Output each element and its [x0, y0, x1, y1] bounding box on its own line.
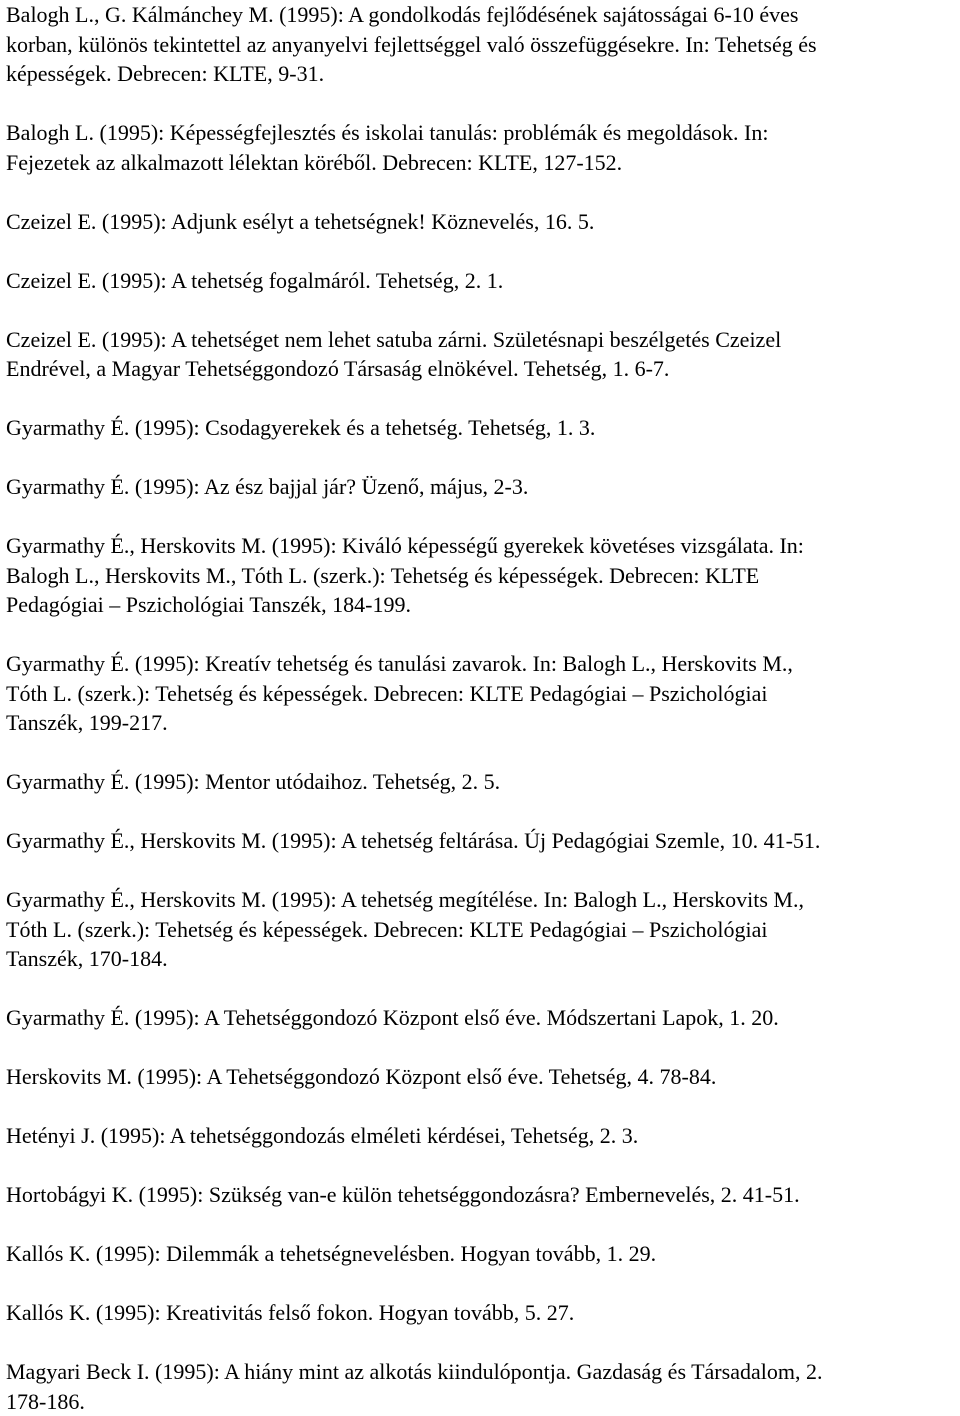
- reference-line: Tóth L. (szerk.): Tehetség és képességek. Debrecen: KLTE Pedagógiai – Pszichológiai: [6, 915, 956, 945]
- reference-line: Tanszék, 199-217.: [6, 708, 956, 738]
- reference-line: Fejezetek az alkalmazott lélektan köréből. Debrecen: KLTE, 127-152.: [6, 148, 956, 178]
- reference-line: 178-186.: [6, 1387, 956, 1416]
- reference-line: Balogh L. (1995): Képességfejlesztés és iskolai tanulás: problémák és megoldások. In:: [6, 118, 956, 148]
- reference-entry: [6, 885, 956, 974]
- reference-line: Balogh L., Herskovits M., Tóth L. (szerk.): Tehetség és képességek. Debrecen: KLTE: [6, 561, 956, 591]
- reference-line: Herskovits M. (1995): A Tehetséggondozó Központ első éve. Tehetség, 4. 78-84.: [6, 1062, 956, 1092]
- reference-entry: [6, 207, 956, 237]
- reference-entry: [6, 266, 956, 296]
- reference-line: Pedagógiai – Pszichológiai Tanszék, 184-199.: [6, 590, 956, 620]
- reference-line: Gyarmathy É. (1995): Kreatív tehetség és tanulási zavarok. In: Balogh L., Herskovits M.,: [6, 649, 956, 679]
- reference-line: Kallós K. (1995): Dilemmák a tehetségnevelésben. Hogyan tovább, 1. 29.: [6, 1239, 956, 1269]
- reference-entry: [6, 1357, 956, 1416]
- reference-line: Kallós K. (1995): Kreativitás felső fokon. Hogyan tovább, 5. 27.: [6, 1298, 956, 1328]
- reference-line: Czeizel E. (1995): A tehetség fogalmáról. Tehetség, 2. 1.: [6, 266, 956, 296]
- reference-entry: [6, 767, 956, 797]
- reference-entry: [6, 1298, 956, 1328]
- reference-line: Hortobágyi K. (1995): Szükség van-e külön tehetséggondozásra? Embernevelés, 2. 41-51.: [6, 1180, 956, 1210]
- reference-line: Balogh L., G. Kálmánchey M. (1995): A gondolkodás fejlődésének sajátosságai 6-10 éves: [6, 0, 956, 30]
- reference-entry: [6, 413, 956, 443]
- reference-entry: [6, 531, 956, 620]
- reference-list: [6, 0, 956, 1416]
- reference-line: Tanszék, 170-184.: [6, 944, 956, 974]
- reference-entry: [6, 1003, 956, 1033]
- reference-entry: [6, 1062, 956, 1092]
- reference-entry: [6, 649, 956, 738]
- reference-line: Gyarmathy É., Herskovits M. (1995): Kiváló képességű gyerekek követéses vizsgálata. In:: [6, 531, 956, 561]
- reference-entry: [6, 1180, 956, 1210]
- reference-line: Endrével, a Magyar Tehetséggondozó Társaság elnökével. Tehetség, 1. 6-7.: [6, 354, 956, 384]
- reference-entry: [6, 826, 956, 856]
- reference-line: Gyarmathy É. (1995): Mentor utódaihoz. Tehetség, 2. 5.: [6, 767, 956, 797]
- reference-entry: [6, 472, 956, 502]
- reference-line: Hetényi J. (1995): A tehetséggondozás elméleti kérdései, Tehetség, 2. 3.: [6, 1121, 956, 1151]
- reference-line: Tóth L. (szerk.): Tehetség és képességek. Debrecen: KLTE Pedagógiai – Pszichológiai: [6, 679, 956, 709]
- reference-line: Gyarmathy É., Herskovits M. (1995): A tehetség feltárása. Új Pedagógiai Szemle, 10. 41-51.: [6, 826, 956, 856]
- reference-line: Gyarmathy É. (1995): Az ész bajjal jár? Üzenő, május, 2-3.: [6, 472, 956, 502]
- reference-line: képességek. Debrecen: KLTE, 9-31.: [6, 59, 956, 89]
- reference-line: Czeizel E. (1995): Adjunk esélyt a tehetségnek! Köznevelés, 16. 5.: [6, 207, 956, 237]
- reference-line: Czeizel E. (1995): A tehetséget nem lehet satuba zárni. Születésnapi beszélgetés Czeizel: [6, 325, 956, 355]
- reference-entry: [6, 1121, 956, 1151]
- reference-entry: [6, 0, 956, 89]
- reference-entry: [6, 325, 956, 384]
- reference-entry: [6, 118, 956, 177]
- reference-line: Gyarmathy É. (1995): A Tehetséggondozó Központ első éve. Módszertani Lapok, 1. 20.: [6, 1003, 956, 1033]
- reference-line: korban, különös tekintettel az anyanyelvi fejlettséggel való összefüggésekre. In: Tehetség és: [6, 30, 956, 60]
- reference-line: Gyarmathy É., Herskovits M. (1995): A tehetség megítélése. In: Balogh L., Herskovits M.,: [6, 885, 956, 915]
- reference-entry: [6, 1239, 956, 1269]
- reference-line: Gyarmathy É. (1995): Csodagyerekek és a tehetség. Tehetség, 1. 3.: [6, 413, 956, 443]
- reference-line: Magyari Beck I. (1995): A hiány mint az alkotás kiindulópontja. Gazdaság és Társadalom, 2.: [6, 1357, 956, 1387]
